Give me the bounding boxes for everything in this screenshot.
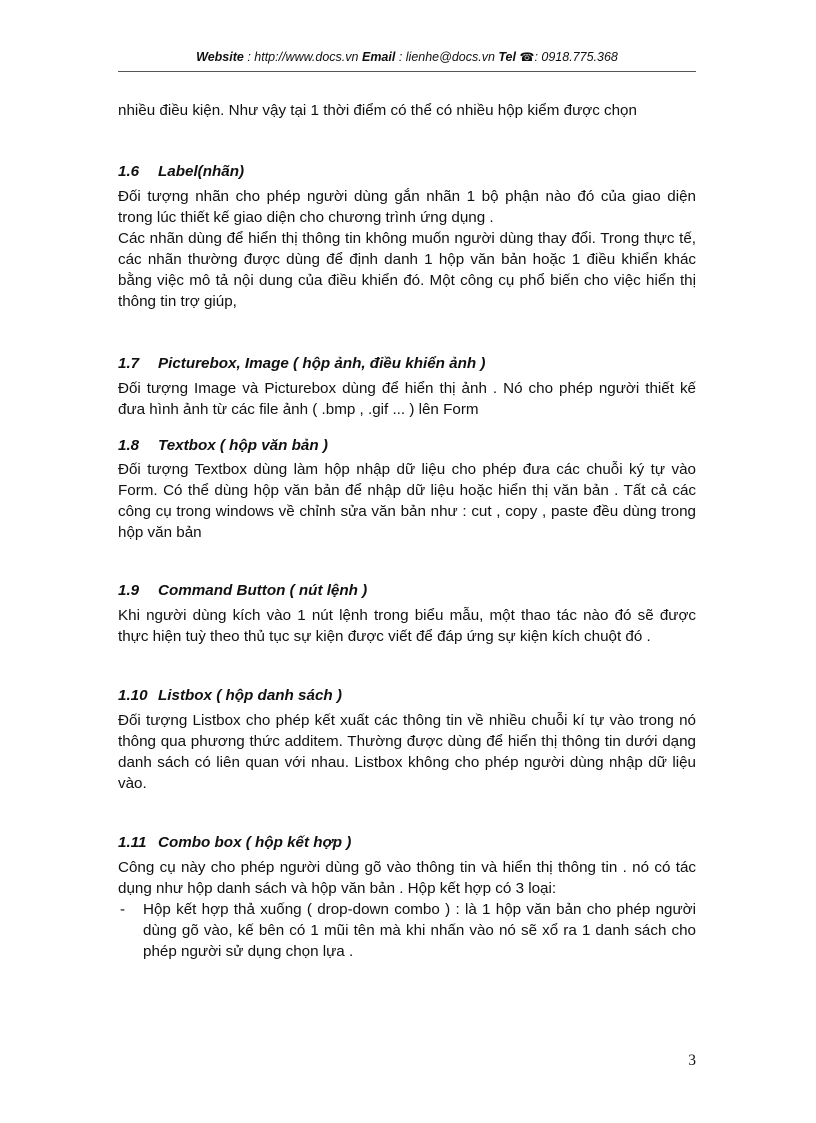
phone-icon: ☎ — [519, 50, 535, 64]
document-body — [118, 100, 696, 962]
section-heading-1-7 — [118, 353, 696, 374]
section-1-8-paragraph: Đối tượng Textbox dùng làm hộp nhập dữ liệu cho phép đưa các chuỗi ký tự vào Form. Có thể dùng hộp văn bản để nhập dữ liệu hoặc hiển thị văn bản . Tất cả các công cụ trong windows về chỉnh sửa văn bản như : cut , copy , paste đều dùng trong hộp văn bản — [118, 461, 696, 541]
tel-value: : 0918.775.368 — [534, 50, 618, 64]
header-divider — [118, 71, 696, 72]
page-number: 3 — [688, 1052, 696, 1069]
page-header — [118, 50, 696, 64]
intro-paragraph: nhiều điều kiện. Như vậy tại 1 thời điểm có thể có nhiều hộp kiểm được chọn — [118, 102, 637, 119]
section-heading-1-9 — [118, 580, 696, 601]
section-1-6-paragraph-1: Đối tượng nhãn cho phép người dùng gắn nhãn 1 bộ phận nào đó của giao diện trong lúc thiết kế giao diện cho chương trình ứng dụng . — [118, 188, 696, 226]
section-title: Label(nhãn) — [158, 163, 245, 180]
section-number: 1.10 — [118, 687, 148, 704]
section-1-7-paragraph: Đối tượng Image và Picturebox dùng để hiển thị ảnh . Nó cho phép người thiết kế đưa hình ảnh từ các file ảnh ( .bmp , .gif ... ) lên Form — [118, 380, 696, 418]
email-value: : lienhe@docs.vn — [398, 50, 495, 64]
section-number: 1.6 — [118, 163, 140, 180]
section-title: Textbox ( hộp văn bản ) — [158, 437, 328, 454]
section-1-10-paragraph: Đối tượng Listbox cho phép kết xuất các thông tin về nhiều chuỗi kí tự vào trong nó thông qua phương thức additem. Thường được dùng để hiển thị thông tin dưới dạng danh sách có liên quan với nhau. Listbox không cho phép người dùng nhập dữ liệu vào. — [118, 712, 696, 792]
section-1-9-paragraph: Khi người dùng kích vào 1 nút lệnh trong biểu mẫu, một thao tác nào đó sẽ được thực hiện tuỳ theo thủ tục sự kiện được viết để đáp ứng sự kiện kích chuột đó . — [118, 607, 696, 645]
section-number: 1.8 — [118, 437, 140, 454]
section-title: Listbox ( hộp danh sách ) — [158, 687, 342, 704]
section-1-11-paragraph: Công cụ này cho phép người dùng gõ vào thông tin và hiển thị thông tin . nó có tác dụng như hộp danh sách và hộp văn bản . Hộp kết hợp có 3 loại: — [118, 859, 696, 897]
website-url: : http://www.docs.vn — [247, 50, 359, 64]
section-heading-1-8 — [118, 435, 696, 456]
section-heading-1-6 — [118, 161, 696, 182]
section-number: 1.11 — [118, 834, 147, 851]
section-title: Combo box ( hộp kết hợp ) — [158, 834, 352, 851]
section-number: 1.7 — [118, 355, 140, 372]
section-number: 1.9 — [118, 582, 140, 599]
email-label: Email — [361, 50, 396, 64]
section-title: Picturebox, Image ( hộp ảnh, điều khiển ảnh ) — [158, 355, 486, 372]
section-title: Command Button ( nút lệnh ) — [158, 582, 368, 599]
tel-label: Tel — [498, 50, 516, 64]
section-heading-1-10 — [118, 685, 696, 706]
combo-box-type-list — [118, 899, 696, 962]
section-1-6-paragraph-2: Các nhãn dùng để hiển thị thông tin không muốn người dùng thay đổi. Trong thực tế, các nhãn thường được dùng để định danh 1 hộp văn bản hoặc 1 điều khiển khác bằng việc mô tả nội dung của điều khiển đó. Một công cụ phổ biến cho việc hiển thị thông tin trợ giúp, — [118, 230, 696, 310]
website-label: Website — [196, 50, 244, 64]
section-heading-1-11 — [118, 832, 696, 853]
list-item: - Hộp kết hợp thả xuống ( drop-down combo ) : là 1 hộp văn bản cho phép người dùng gõ vào, kế bên có 1 mũi tên mà khi nhấn vào nó sẽ xổ ra 1 danh sách cho phép người sử dụng chọn lựa . — [118, 899, 696, 962]
